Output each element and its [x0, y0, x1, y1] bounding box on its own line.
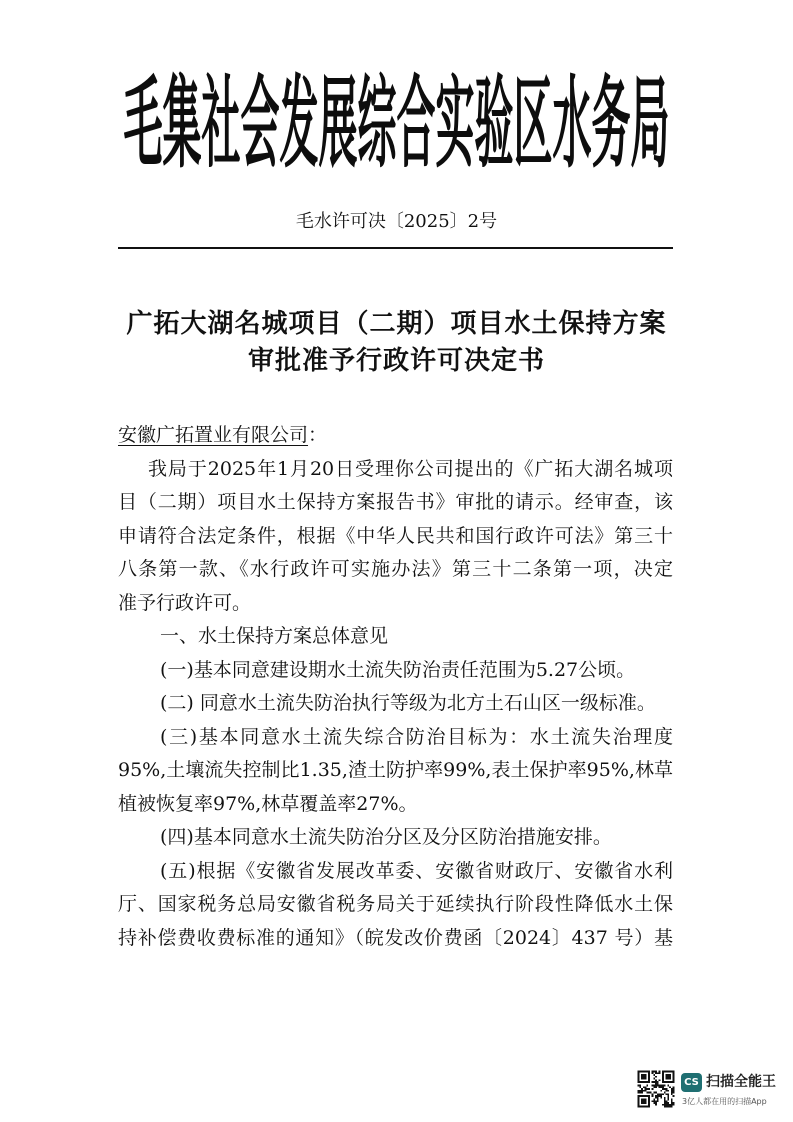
- document-title-line: 广拓大湖名城项目（二期）项目水土保持方案: [126, 309, 667, 339]
- paragraph-line: 八条第一款、《水行政许可实施办法》第三十二条第一项，决定: [118, 558, 673, 580]
- opinion-item-4: (四)基本同意水土流失防治分区及分区防治措施安排。: [160, 826, 612, 848]
- document-title-line: 审批准予行政许可决定书: [247, 346, 545, 376]
- scanner-tagline: 3亿人都在用的扫描App: [682, 1097, 767, 1106]
- section-heading: 一、水土保持方案总体意见: [160, 625, 389, 647]
- paragraph-line: (五)根据《安徽省发展改革委、安徽省财政厅、安徽省水利: [160, 859, 673, 882]
- paragraph-line: 我局于2025年1月20日受理你公司提出的《广拓大湖名城项: [148, 457, 673, 480]
- document-body: [118, 419, 673, 955]
- paragraph-line: 95%,土壤流失控制比1.35,渣土防护率99%,表土保护率95%,林草: [118, 759, 673, 781]
- paragraph-line: 持补偿费收费标准的通知》（皖发改价费函〔2024〕437 号）基: [118, 926, 673, 949]
- paragraph-line: (三)基本同意水土流失综合防治目标为：水土流失治理度: [160, 725, 673, 748]
- paragraph-line: 准予行政许可。: [118, 591, 252, 614]
- paragraph-line: 植被恢复率97%,林草覆盖率27%。: [118, 792, 418, 815]
- addressee-name: 安徽广拓置业有限公司: [118, 424, 309, 446]
- header-divider: [118, 247, 673, 249]
- document-title: [0, 306, 793, 380]
- document-number: 毛水许可决〔2025〕2号: [295, 211, 498, 232]
- opinion-item-1: (一)基本同意建设期水土流失防治责任范围为5.27公顷。: [160, 658, 636, 681]
- scanner-watermark: [636, 1069, 781, 1113]
- opinion-item-5: [118, 855, 673, 956]
- issuing-authority-header: 毛集社会发展综合实验区水务局: [123, 68, 670, 184]
- addressee: [118, 419, 673, 453]
- paragraph-line: 厅、国家税务总局安徽省税务局关于延续执行阶段性降低水土保: [118, 893, 673, 915]
- scanner-app-name: 扫描全能王: [706, 1074, 776, 1090]
- qr-modules: [638, 1071, 675, 1108]
- paragraph-line: 目（二期）项目水土保持方案报告书》审批的请示。经审查，该: [118, 491, 673, 513]
- camscanner-logo: CS: [681, 1073, 702, 1092]
- opinion-item-2: (二) 同意水土流失防治执行等级为北方土石山区一级标准。: [160, 692, 656, 714]
- opinion-item-3: [118, 721, 673, 822]
- addressee-colon: ：: [308, 424, 328, 446]
- paragraph-line: 申请符合法定条件，根据《中华人民共和国行政许可法》第三十: [118, 524, 673, 547]
- paragraph-acceptance: [118, 453, 673, 621]
- qr-code-icon: [636, 1069, 676, 1109]
